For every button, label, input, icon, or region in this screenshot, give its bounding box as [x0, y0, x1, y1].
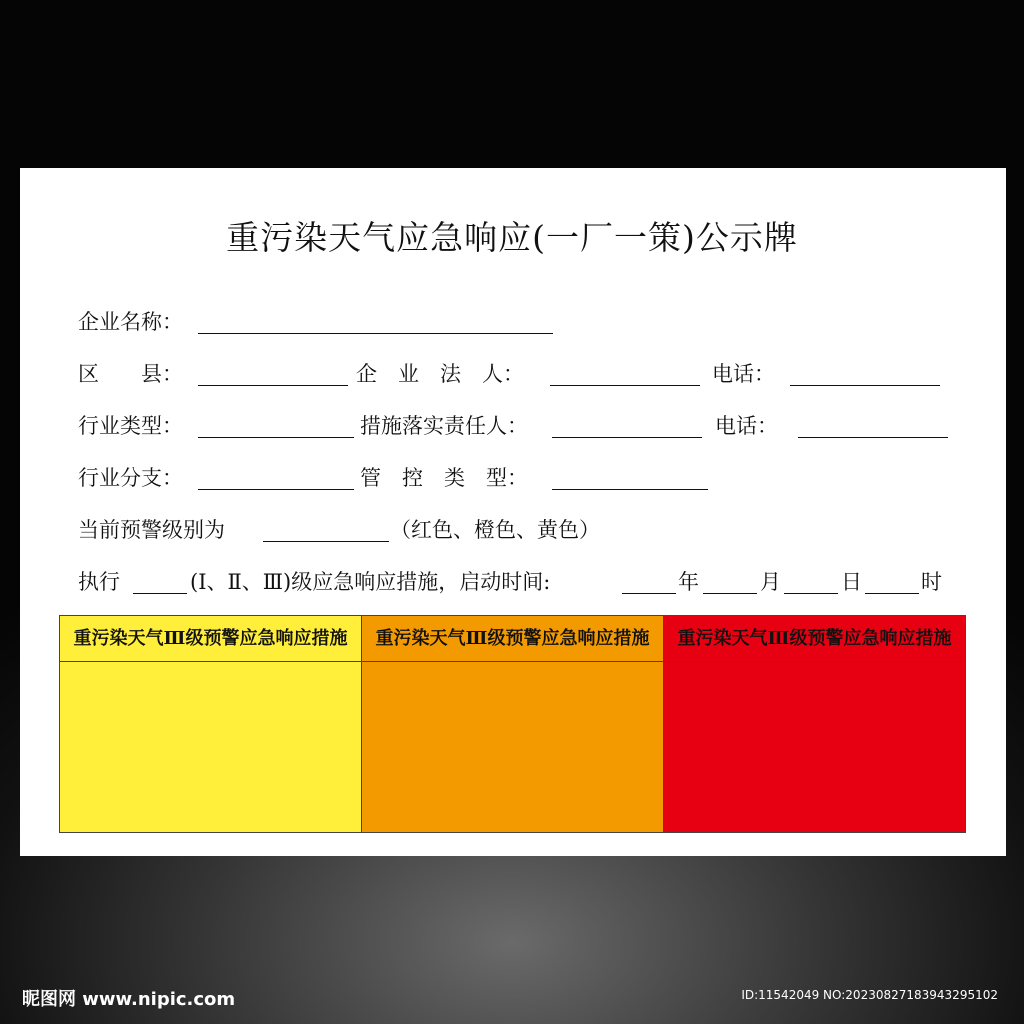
blank-warning-level[interactable] [263, 541, 389, 542]
watermark-logo: 昵图网 www.nipic.com [22, 989, 236, 1010]
blank-responsible-person[interactable] [552, 437, 702, 438]
label-company-name: 企业名称： [78, 310, 183, 334]
label-phone-1: 电话： [712, 362, 775, 386]
warning-level-options: （红色、橙色、黄色） [390, 518, 600, 542]
label-execute-levels: (Ⅰ、Ⅱ、Ⅲ)级应急响应措施，启动时间: [190, 570, 551, 594]
label-hour: 时 [921, 570, 942, 594]
measures-title-yellow: 重污染天气Ⅲ级预警应急响应措施 [60, 616, 361, 662]
label-year: 年 [678, 570, 699, 594]
measures-box-orange [361, 615, 664, 833]
watermark-id: ID:11542049 NO:20230827183943295102 [741, 988, 998, 1002]
blank-control-type[interactable] [552, 489, 708, 490]
blank-phone-1[interactable] [790, 385, 940, 386]
blank-legal-person[interactable] [550, 385, 700, 386]
label-responsible-person: 措施落实责任人： [360, 414, 528, 438]
label-industry-type: 行业类型： [78, 414, 183, 438]
blank-day[interactable] [784, 593, 838, 594]
label-warning-level: 当前预警级别为 [78, 518, 225, 542]
blank-execute-level[interactable] [133, 593, 187, 594]
label-day: 日 [841, 570, 862, 594]
blank-phone-2[interactable] [798, 437, 948, 438]
measures-title-orange: 重污染天气Ⅲ级预警应急响应措施 [362, 616, 663, 662]
blank-industry-branch[interactable] [198, 489, 354, 490]
label-industry-branch: 行业分支： [78, 466, 183, 490]
board-title: 重污染天气应急响应(一厂一策)公示牌 [226, 218, 798, 257]
measures-title-red: 重污染天气Ⅲ级预警应急响应措施 [664, 616, 965, 662]
measures-box-red [663, 615, 966, 833]
blank-hour[interactable] [865, 593, 919, 594]
label-month: 月 [760, 570, 781, 594]
blank-company-name[interactable] [198, 333, 553, 334]
blank-industry-type[interactable] [198, 437, 354, 438]
blank-year[interactable] [622, 593, 676, 594]
measures-box-yellow [59, 615, 362, 833]
blank-month[interactable] [703, 593, 757, 594]
label-phone-2: 电话： [715, 414, 778, 438]
label-district: 区 县： [78, 362, 183, 386]
label-legal-person: 企 业 法 人： [356, 362, 524, 386]
blank-district[interactable] [198, 385, 348, 386]
label-execute: 执行 [78, 570, 120, 594]
label-control-type: 管 控 类 型： [360, 466, 528, 490]
